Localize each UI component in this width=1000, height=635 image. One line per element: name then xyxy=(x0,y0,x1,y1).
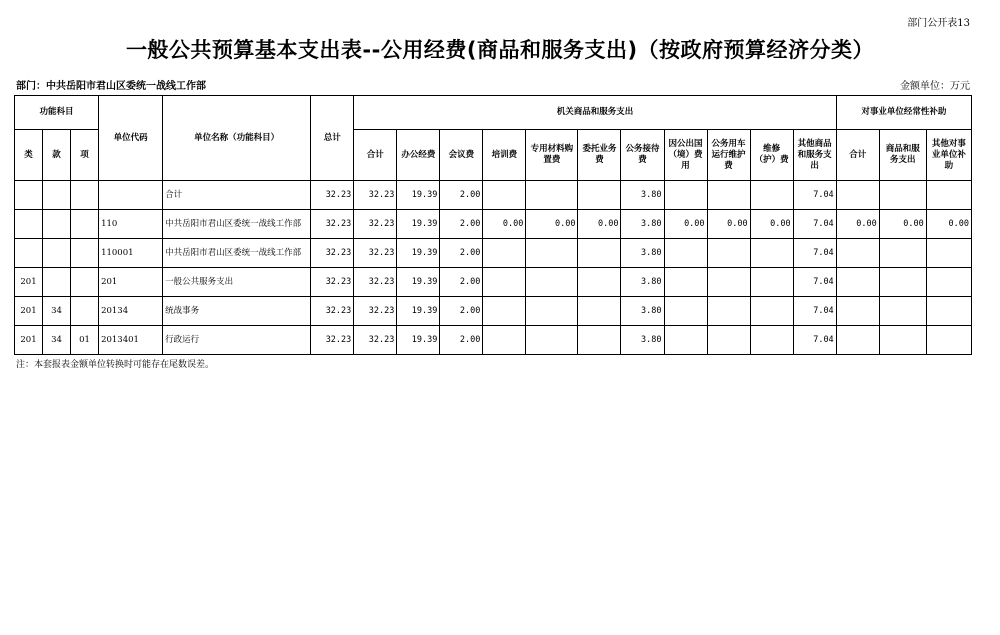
cell-amount: 0.00 xyxy=(664,210,707,239)
cell-unit-code: 2013401 xyxy=(99,326,163,355)
cell-kuan: 34 xyxy=(43,326,71,355)
header-sub-col: 商品和服务支出 xyxy=(879,130,926,181)
cell-amount xyxy=(750,297,793,326)
cell-xiang: 01 xyxy=(71,326,99,355)
cell-subsidy xyxy=(879,239,926,268)
cell-amount xyxy=(664,239,707,268)
cell-subsidy: 0.00 xyxy=(836,210,879,239)
report-tag: 部门公开表13 xyxy=(907,18,970,29)
header-total: 总计 xyxy=(311,96,354,181)
expenditure-table xyxy=(14,95,972,355)
table-row xyxy=(15,268,972,297)
cell-unit-code: 20134 xyxy=(99,297,163,326)
cell-unit-code: 110001 xyxy=(99,239,163,268)
department-label: 部门：中共岳阳市君山区委统一战线工作部 xyxy=(16,81,206,92)
cell-amount: 19.39 xyxy=(397,181,440,210)
cell-amount xyxy=(707,297,750,326)
cell-amount xyxy=(664,297,707,326)
cell-unit-code: 110 xyxy=(99,210,163,239)
page-title: 一般公共预算基本支出表--公用经费(商品和服务支出)（按政府预算经济分类） xyxy=(125,38,875,62)
cell-subsidy xyxy=(836,326,879,355)
cell-unit-name: 一般公共服务支出 xyxy=(163,268,311,297)
cell-amount xyxy=(578,268,621,297)
cell-amount xyxy=(526,297,578,326)
cell-kuan xyxy=(43,268,71,297)
cell-xiang xyxy=(71,268,99,297)
cell-amount: 2.00 xyxy=(440,239,483,268)
cell-amount: 32.23 xyxy=(354,239,397,268)
header-unit-code: 单位代码 xyxy=(99,96,163,181)
cell-amount: 32.23 xyxy=(354,326,397,355)
header-col: 专用材料购置费 xyxy=(526,130,578,181)
header-col: 维修（护）费 xyxy=(750,130,793,181)
cell-amount: 0.00 xyxy=(526,210,578,239)
cell-unit-name: 统战事务 xyxy=(163,297,311,326)
cell-amount: 2.00 xyxy=(440,210,483,239)
cell-subsidy xyxy=(879,297,926,326)
cell-amount: 7.04 xyxy=(793,326,836,355)
header-col: 培训费 xyxy=(483,130,526,181)
cell-amount xyxy=(483,239,526,268)
cell-amount xyxy=(707,268,750,297)
cell-subsidy xyxy=(836,181,879,210)
cell-subsidy xyxy=(836,297,879,326)
cell-kuan xyxy=(43,239,71,268)
header-kuan: 款 xyxy=(43,130,71,181)
cell-unit-name: 行政运行 xyxy=(163,326,311,355)
header-col: 因公出国（境）费用 xyxy=(664,130,707,181)
cell-subsidy xyxy=(879,326,926,355)
cell-amount xyxy=(664,326,707,355)
cell-subsidy xyxy=(879,268,926,297)
cell-amount: 2.00 xyxy=(440,268,483,297)
cell-amount: 19.39 xyxy=(397,326,440,355)
cell-amount: 3.80 xyxy=(621,181,664,210)
cell-total: 32.23 xyxy=(311,239,354,268)
footnote: 注：本套报表金额单位转换时可能存在尾数误差。 xyxy=(16,360,215,370)
cell-amount xyxy=(578,297,621,326)
cell-amount: 0.00 xyxy=(750,210,793,239)
cell-lei: 201 xyxy=(15,326,43,355)
cell-lei: 201 xyxy=(15,268,43,297)
cell-amount xyxy=(578,326,621,355)
cell-amount xyxy=(664,268,707,297)
amount-unit-label: 金额单位：万元 xyxy=(900,81,970,92)
table-row xyxy=(15,181,972,210)
cell-subsidy: 0.00 xyxy=(879,210,926,239)
header-col: 公务接待费 xyxy=(621,130,664,181)
cell-lei xyxy=(15,181,43,210)
cell-amount: 0.00 xyxy=(483,210,526,239)
cell-amount xyxy=(750,181,793,210)
cell-total: 32.23 xyxy=(311,297,354,326)
header-col: 委托业务费 xyxy=(578,130,621,181)
cell-lei: 201 xyxy=(15,297,43,326)
header-col: 办公经费 xyxy=(397,130,440,181)
cell-amount xyxy=(526,326,578,355)
header-col: 合计 xyxy=(354,130,397,181)
cell-amount xyxy=(483,268,526,297)
cell-kuan xyxy=(43,181,71,210)
cell-amount xyxy=(578,181,621,210)
header-unit-name: 单位名称（功能科目） xyxy=(163,96,311,181)
cell-amount xyxy=(526,239,578,268)
cell-unit-code: 201 xyxy=(99,268,163,297)
table-row xyxy=(15,326,972,355)
cell-amount: 3.80 xyxy=(621,326,664,355)
cell-amount xyxy=(526,268,578,297)
header-col: 会议费 xyxy=(440,130,483,181)
cell-subsidy xyxy=(926,297,971,326)
cell-amount xyxy=(526,181,578,210)
cell-amount xyxy=(750,239,793,268)
cell-amount: 2.00 xyxy=(440,181,483,210)
header-subsidy: 对事业单位经常性补助 xyxy=(836,96,971,130)
cell-amount xyxy=(707,181,750,210)
cell-lei xyxy=(15,210,43,239)
cell-amount: 2.00 xyxy=(440,326,483,355)
cell-subsidy xyxy=(926,326,971,355)
cell-amount xyxy=(483,297,526,326)
table-row xyxy=(15,297,972,326)
cell-total: 32.23 xyxy=(311,326,354,355)
cell-amount xyxy=(483,181,526,210)
header-func-subject: 功能科目 xyxy=(15,96,99,130)
cell-subsidy xyxy=(926,181,971,210)
header-col: 公务用车运行维护费 xyxy=(707,130,750,181)
table-row xyxy=(15,239,972,268)
cell-amount: 19.39 xyxy=(397,210,440,239)
cell-subsidy xyxy=(836,239,879,268)
cell-unit-code xyxy=(99,181,163,210)
cell-unit-name: 合计 xyxy=(163,181,311,210)
cell-amount xyxy=(578,239,621,268)
cell-amount xyxy=(483,326,526,355)
cell-amount xyxy=(750,268,793,297)
cell-xiang xyxy=(71,239,99,268)
cell-amount: 7.04 xyxy=(793,268,836,297)
cell-amount: 7.04 xyxy=(793,297,836,326)
cell-total: 32.23 xyxy=(311,181,354,210)
cell-amount: 32.23 xyxy=(354,268,397,297)
cell-amount: 7.04 xyxy=(793,181,836,210)
cell-xiang xyxy=(71,181,99,210)
cell-xiang xyxy=(71,297,99,326)
cell-total: 32.23 xyxy=(311,268,354,297)
header-row-group xyxy=(15,96,972,130)
cell-subsidy xyxy=(879,181,926,210)
cell-amount: 3.80 xyxy=(621,268,664,297)
cell-amount: 2.00 xyxy=(440,297,483,326)
cell-amount: 19.39 xyxy=(397,297,440,326)
cell-amount xyxy=(750,326,793,355)
header-xiang: 项 xyxy=(71,130,99,181)
cell-amount: 19.39 xyxy=(397,239,440,268)
cell-subsidy: 0.00 xyxy=(926,210,971,239)
cell-total: 32.23 xyxy=(311,210,354,239)
cell-amount: 0.00 xyxy=(707,210,750,239)
table-row xyxy=(15,210,972,239)
cell-amount xyxy=(707,239,750,268)
cell-amount: 3.80 xyxy=(621,210,664,239)
header-lei: 类 xyxy=(15,130,43,181)
cell-subsidy xyxy=(926,268,971,297)
cell-amount: 19.39 xyxy=(397,268,440,297)
cell-amount: 32.23 xyxy=(354,210,397,239)
cell-amount: 3.80 xyxy=(621,239,664,268)
header-sub-col: 合计 xyxy=(836,130,879,181)
header-col: 其他商品和服务支出 xyxy=(793,130,836,181)
header-goods-services: 机关商品和服务支出 xyxy=(354,96,836,130)
cell-amount: 7.04 xyxy=(793,210,836,239)
cell-lei xyxy=(15,239,43,268)
cell-amount: 7.04 xyxy=(793,239,836,268)
cell-amount xyxy=(664,181,707,210)
cell-kuan: 34 xyxy=(43,297,71,326)
cell-amount xyxy=(707,326,750,355)
cell-amount: 0.00 xyxy=(578,210,621,239)
cell-amount: 32.23 xyxy=(354,297,397,326)
cell-amount: 32.23 xyxy=(354,181,397,210)
cell-subsidy xyxy=(926,239,971,268)
cell-unit-name: 中共岳阳市君山区委统一战线工作部 xyxy=(163,239,311,268)
cell-unit-name: 中共岳阳市君山区委统一战线工作部 xyxy=(163,210,311,239)
header-sub-col: 其他对事业单位补助 xyxy=(926,130,971,181)
cell-kuan xyxy=(43,210,71,239)
cell-amount: 3.80 xyxy=(621,297,664,326)
cell-xiang xyxy=(71,210,99,239)
cell-subsidy xyxy=(836,268,879,297)
